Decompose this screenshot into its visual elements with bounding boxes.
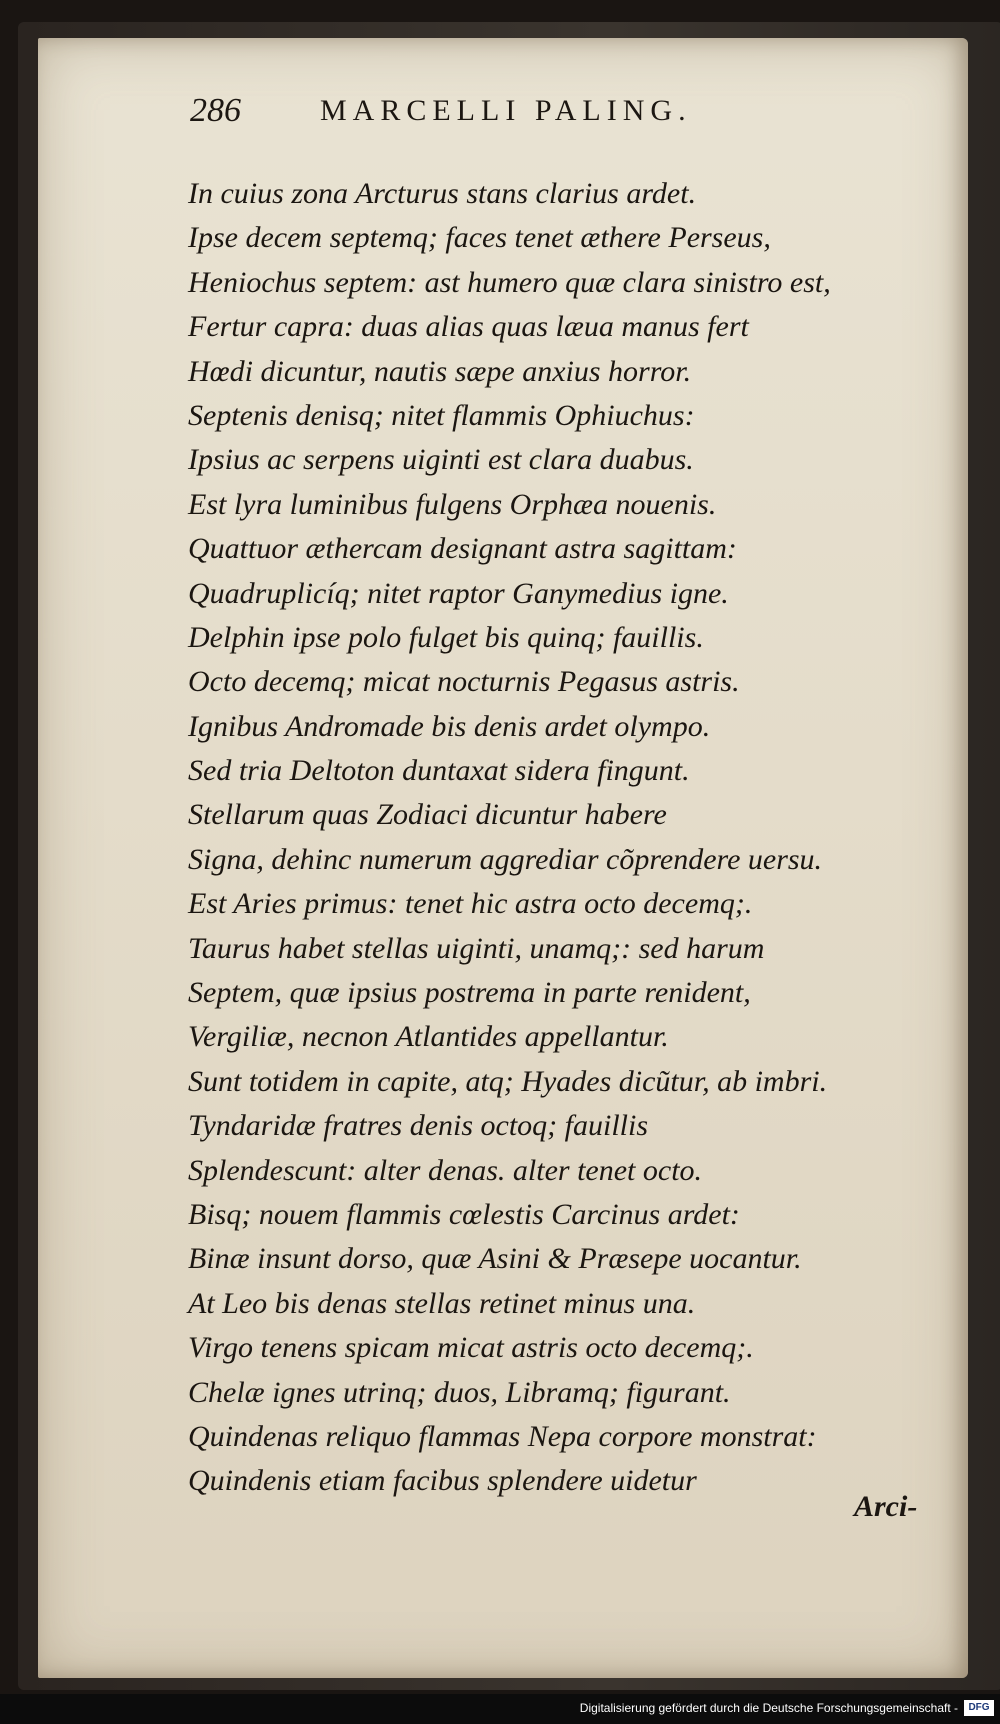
verse-line: Quattuor æthercam designant astra sagittam: xyxy=(188,532,737,566)
verse-line: Sunt totidem in capite, atq; Hyades dicũtur, ab imbri. xyxy=(188,1064,828,1098)
verse-line: Bisq; nouem flammis cœlestis Carcinus ardet: xyxy=(188,1197,740,1231)
verse-line: Ipse decem septemq; faces tenet æthere Perseus, xyxy=(188,221,771,255)
verse-line: Hœdi dicuntur, nautis sæpe anxius horror. xyxy=(188,354,692,388)
verse-line: Vergiliæ, necnon Atlantides appellantur. xyxy=(188,1020,669,1054)
running-head: MARCELLI PALING. xyxy=(320,94,692,127)
verse-line: In cuius zona Arcturus stans clarius ardet. xyxy=(188,177,697,210)
verse-line: Septem, quæ ipsius postrema in parte renident, xyxy=(188,976,751,1010)
verse-line: Heniochus septem: ast humero quæ clara sinistro est, xyxy=(188,265,831,299)
verse-line: Ignibus Andromade bis denis ardet olympo. xyxy=(188,709,711,743)
verse-line: Fertur capra: duas alias quas læua manus fert xyxy=(188,310,749,344)
verse-line: Signa, dehinc numerum aggrediar cõprendere uersu. xyxy=(188,842,823,876)
funding-notice: Digitalisierung gefördert durch die Deutsche Forschungsgemeinschaft - xyxy=(579,1701,958,1715)
verse-list xyxy=(188,172,968,1504)
footer-bar xyxy=(0,1694,1000,1724)
verse-line: Quindenas reliquo flammas Nepa corpore monstrat: xyxy=(188,1419,817,1453)
verse-line: Est lyra luminibus fulgens Orphæa nouenis. xyxy=(188,487,717,521)
verse-line: Septenis denisq; nitet flammis Ophiuchus: xyxy=(188,398,695,432)
verse-line: Octo decemq; micat nocturnis Pegasus astris. xyxy=(188,665,740,699)
verse-line: Virgo tenens spicam micat astris octo decemq;. xyxy=(188,1331,754,1365)
verse-line: Taurus habet stellas uiginti, unamq;: sed harum xyxy=(188,931,765,965)
verse-line: Tyndaridæ fratres denis octoq; fauillis xyxy=(188,1109,649,1143)
verse-line: Quindenis etiam facibus splendere uidetur xyxy=(188,1464,697,1498)
verse-line: Sed tria Deltoton duntaxat sidera fingunt. xyxy=(188,754,690,788)
page-number: 286 xyxy=(190,92,241,129)
catchword: Arci- xyxy=(854,1490,918,1523)
verse-line: Quadruplicíq; nitet raptor Ganymedius igne. xyxy=(188,576,729,610)
verse-line: At Leo bis denas stellas retinet minus una. xyxy=(188,1286,696,1320)
verse-line: Delphin ipse polo fulget bis quinq; fauillis. xyxy=(188,620,704,654)
verse-line: Est Aries primus: tenet hic astra octo decemq;. xyxy=(188,887,753,921)
dfg-logo-icon: DFG xyxy=(964,1700,994,1716)
verse-line: Stellarum quas Zodiaci dicuntur habere xyxy=(188,798,667,832)
verse-line: Chelæ ignes utrinq; duos, Libramq; figurant. xyxy=(188,1375,731,1409)
verse-line: Binæ insunt dorso, quæ Asini & Præsepe uocantur. xyxy=(188,1242,802,1276)
verse-line: Ipsius ac serpens uiginti est clara duabus. xyxy=(188,443,694,477)
verse-line: Splendescunt: alter denas. alter tenet octo. xyxy=(188,1153,703,1187)
page-header xyxy=(190,92,770,140)
